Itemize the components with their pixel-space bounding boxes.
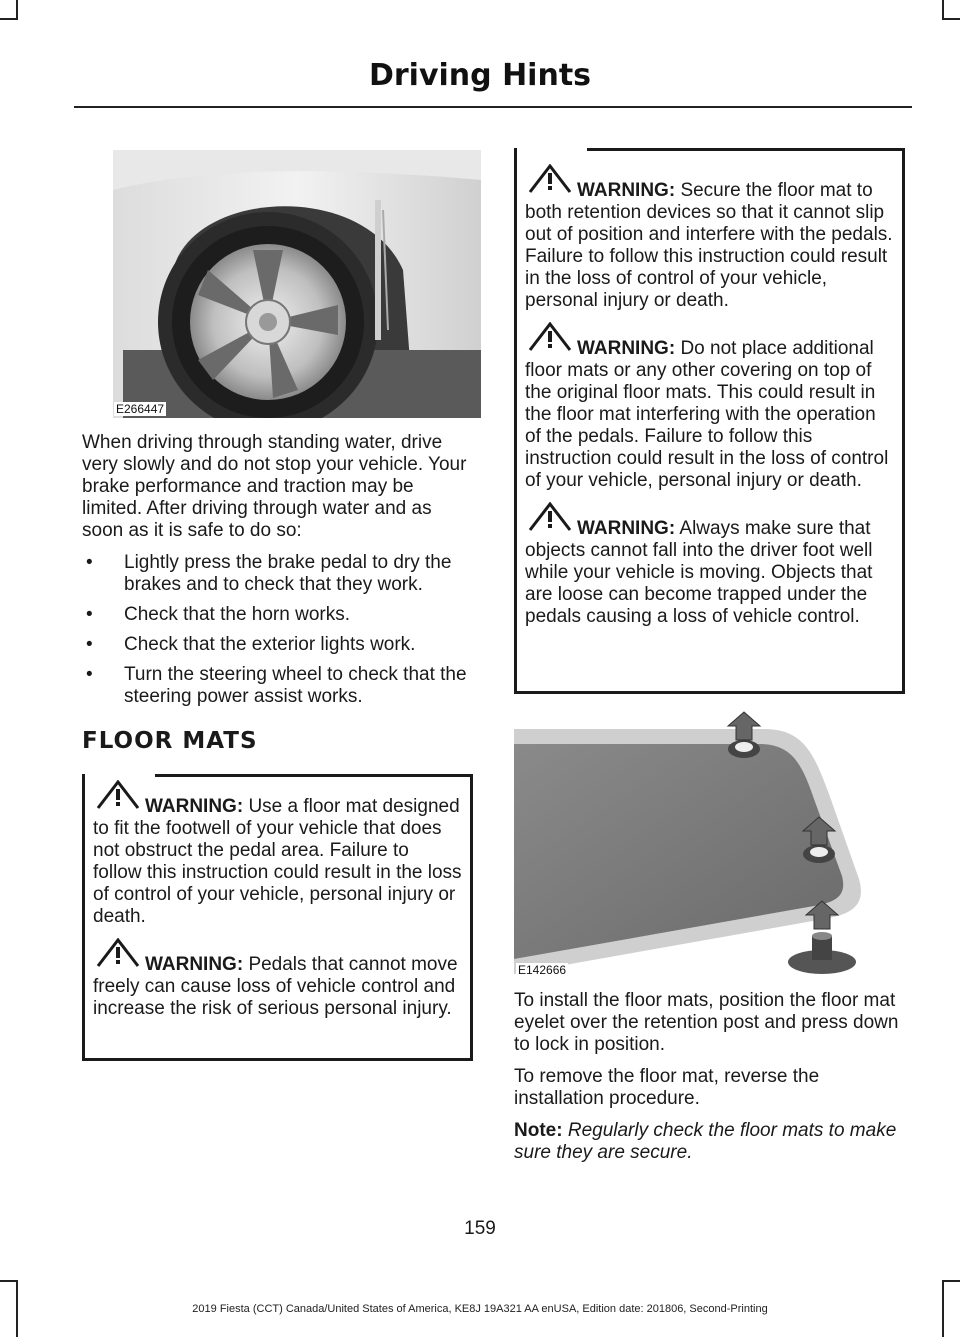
install-section [514, 990, 909, 1174]
wheel-figure [113, 150, 481, 418]
warning-label: WARNING: [145, 954, 244, 975]
note-label: Note: [514, 1120, 563, 1141]
section-heading: FLOOR MATS [82, 728, 258, 754]
water-checklist [82, 552, 477, 708]
warning-item [93, 796, 462, 928]
bullet-icon: • [86, 634, 93, 655]
list-item: • Lightly press the brake pedal to dry the brakes and to check that they work. [86, 552, 452, 595]
floor-mat-figure [514, 704, 904, 982]
list-item: • Check that the exterior lights work. [86, 634, 416, 655]
warning-icon [525, 164, 575, 200]
crop-mark [16, 0, 18, 20]
bullet-icon: • [86, 604, 93, 625]
warning-box [82, 774, 473, 1061]
crop-mark [942, 1280, 960, 1282]
warning-text: Do not place additional floor mats or any other covering on top of the original floor mats. This could result in the floor mat interfering with the operation of the pedals. Failure to follow this instruction could result in the loss of control of your vehicle, personal injury or death. [525, 338, 889, 491]
crop-mark [0, 1280, 18, 1282]
crop-mark [942, 18, 960, 20]
figure-code: E142666 [518, 963, 567, 977]
warning-icon [93, 780, 143, 816]
warning-box [514, 148, 905, 694]
page-number: 159 [464, 1218, 496, 1239]
warning-item [525, 180, 894, 312]
crop-mark [0, 18, 18, 20]
water-section [82, 432, 477, 716]
note-paragraph [514, 1120, 909, 1164]
warning-text: Pedals that cannot move freely can cause loss of vehicle control and increase the risk of serious personal injury. [93, 954, 458, 1019]
warning-icon [525, 322, 575, 358]
bullet-icon: • [86, 664, 93, 685]
remove-paragraph: To remove the floor mat, reverse the installation procedure. [514, 1066, 820, 1109]
list-item: • Check that the horn works. [86, 604, 350, 625]
warning-item [525, 338, 894, 492]
bullet-icon: • [86, 552, 93, 573]
install-paragraph: To install the floor mats, position the floor mat eyelet over the retention post and press down to lock in position. [514, 990, 899, 1055]
water-paragraph: When driving through standing water, drive very slowly and do not stop your vehicle. Your brake performance and traction may be limited. After driving through water and as soon as it is safe to do so: [82, 432, 467, 541]
warning-item [525, 518, 894, 628]
warning-box-rule [587, 148, 902, 151]
warning-label: WARNING: [577, 518, 676, 539]
header-rule [74, 106, 912, 108]
warning-label: WARNING: [577, 338, 676, 359]
note-text: Regularly check the floor mats to make sure they are secure. [514, 1120, 897, 1163]
crop-mark [942, 0, 944, 20]
floor-mat-illustration [514, 704, 904, 982]
warning-text: Use a floor mat designed to fit the footwell of your vehicle that does not obstruct the pedal area. Failure to follow this instruction could result in the loss of control of your vehicle, personal injury or death. [93, 796, 462, 927]
warning-text: Always make sure that objects cannot fall into the driver foot well while your vehicle is moving. Objects that are loose can become trapped under the pedals causing a loss of vehicle control. [525, 518, 873, 627]
list-item: • Turn the steering wheel to check that the steering power assist works. [86, 664, 467, 707]
warning-box-rule [155, 774, 470, 777]
footer-text: 2019 Fiesta (CCT) Canada/United States of America, KE8J 19A321 AA enUSA, Edition date: 201806, Second-Printing [192, 1303, 768, 1315]
warning-item [93, 954, 462, 1020]
warning-label: WARNING: [577, 180, 676, 201]
page-title: Driving Hints [368, 58, 592, 93]
figure-code: E266447 [116, 402, 165, 416]
warning-icon [525, 502, 575, 538]
warning-text: Secure the floor mat to both retention devices so that it cannot slip out of position and interfere with the pedals. Failure to follow this instruction could result in the loss of control of your vehicle, personal injury or death. [525, 180, 893, 311]
warning-label: WARNING: [145, 796, 244, 817]
warning-icon [93, 938, 143, 974]
wheel-illustration [113, 150, 481, 418]
